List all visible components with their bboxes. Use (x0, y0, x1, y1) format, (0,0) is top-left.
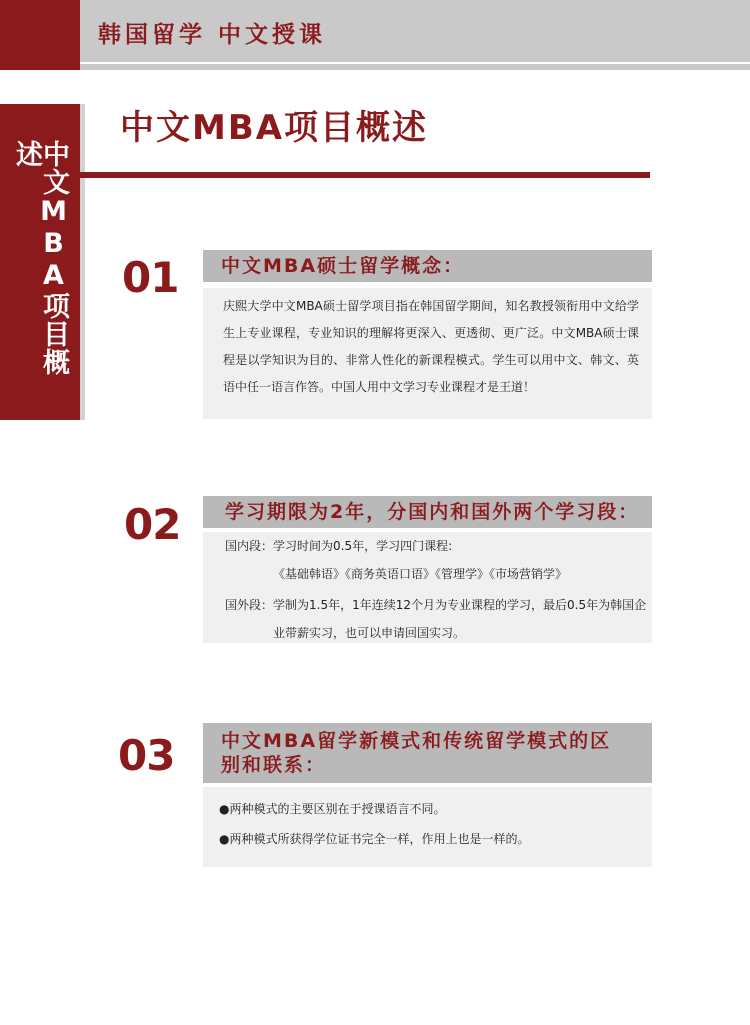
section-heading-line: 中文MBA留学新模式和传统留学模式的区 (221, 730, 612, 752)
section-heading: 中文MBA硕士留学概念： (203, 250, 652, 282)
page-title: 中文MBA项目概述 (120, 108, 429, 148)
section-body (203, 288, 652, 419)
section-line: 业带薪实习，也可以申请回国实习。 (273, 626, 466, 640)
section-line: 国外段：学制为1.5年，1年连续12个月为专业课程的学习，最后0.5年为韩国企 (225, 598, 647, 612)
section-paragraph: 庆熙大学中文MBA硕士留学项目指在韩国留学期间，知名教授领衔用中文给学生上专业课程，专业知识的理解将更深入、更透彻、更广泛。中文MBA硕士课程是以学知识为目的、非常人性化的新课程模式。学生可以用中文、韩文、英语中任一语言作答。中国人用中文学习专业课程才是王道！ (223, 299, 639, 394)
section-body (203, 532, 652, 643)
section-number: 02 (124, 500, 181, 549)
section-heading (203, 723, 652, 783)
section-heading-line: 别和联系： (221, 754, 327, 776)
side-tab-label: 中文MBA项目概述 (11, 140, 69, 376)
header-accent-block (0, 0, 80, 70)
section-body (203, 787, 652, 867)
section-line: 国内段：学习时间为0.5年，学习四门课程: (225, 539, 453, 553)
section-line: 《基础韩语》《商务英语口语》《管理学》《市场营销学》 (273, 567, 568, 581)
header-divider (80, 62, 750, 64)
section-number: 01 (122, 253, 179, 302)
section-heading: 学习期限为2年，分国内和国外两个学习段： (203, 496, 652, 528)
header-title: 韩国留学 中文授课 (98, 22, 327, 48)
list-item: ●两种模式所获得学位证书完全一样，作用上也是一样的。 (219, 832, 530, 846)
list-item: ●两种模式的主要区别在于授课语言不同。 (219, 802, 446, 816)
side-tab-label-wrap (0, 140, 80, 380)
side-tab-shadow (80, 104, 85, 420)
section-number: 03 (118, 731, 175, 780)
title-underline (80, 172, 650, 178)
